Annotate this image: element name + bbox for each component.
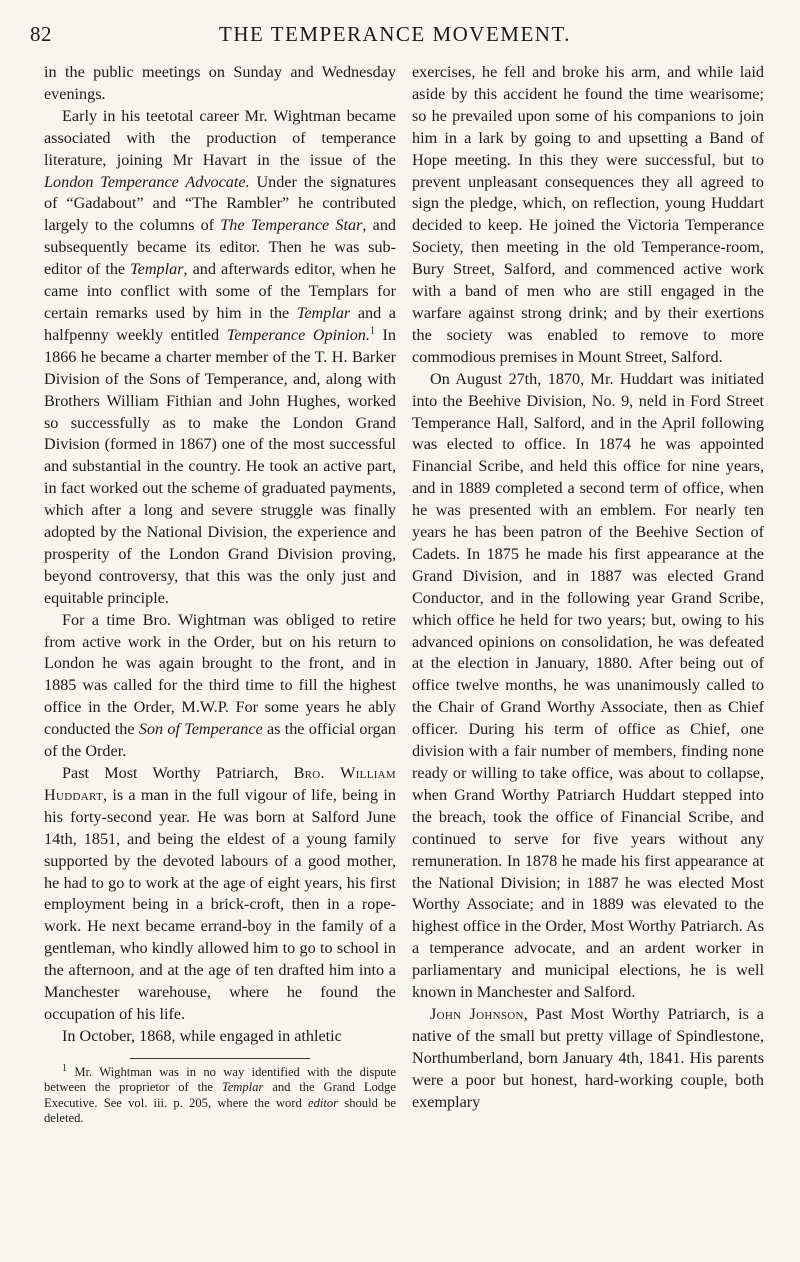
page-title: THE TEMPERANCE MOVEMENT.	[219, 22, 571, 46]
right-column	[412, 62, 764, 1114]
page-number: 82	[30, 22, 52, 46]
left-column	[44, 62, 396, 1127]
person-name: Bro. William Huddart	[44, 764, 396, 804]
paragraph: For a time Bro. Wightman was obliged to retire from active work in the Order, but on his return to London he was again brought to the front, and in 1885 was called for the third time to fill the highest office in the Order, M.W.P. For some years he ably conducted the Son of Temperance as the official organ of the Order.	[44, 610, 396, 761]
paragraph: John Johnson, Past Most Worthy Patriarch, is a native of the small but pretty village of Spindlestone, Northumberland, born January 4th, 1841. His parents were a poor but honest, hard-working couple, both exemplary	[412, 1004, 764, 1111]
paragraph: Early in his teetotal career Mr. Wightman became associated with the production of temperance literature, joining Mr Havart in the issue of the London Temperance Advocate. Under the signatures of “Gadabout” and “The Rambler” he contributed largely to the columns of The Temperance Star, and subsequently became its editor. Then he was sub-editor of the Templar, and afterwards editor, when he came into conflict with some of the Templars for certain remarks used by him in the Templar and a halfpenny weekly entitled Temperance Opinion.$^1$ In 1866 he became a charter member of the T. H. Barker Division of the Sons of Temperance, and, along with Brothers William Fithian and John Hughes, worked so successfully as to make the London Grand Division (formed in 1867) one of the most successful and substantial in the country. He took an active part, in fact worked out the scheme of graduated payments, which after a long and severe struggle was finally adopted by the National Division, the experience and prosperity of the London Grand Division proving, beyond controversy, that this was the only just and equitable principle.	[44, 106, 397, 607]
footnote: $^1$ Mr. Wightman was in no way identified with the dispute between the proprietor of the Templar and the Grand Lodge Executive. See vol. iii. p. 205, where the word editor should be deleted.	[44, 1062, 396, 1126]
footnote-divider	[130, 1058, 310, 1059]
paragraph: exercises, he fell and broke his arm, and while laid aside by this accident he found the time wearisome; so he prevailed upon some of his companions to join him in a lark by going to and upsetting a Band of Hope meeting. In this they were successful, but to prevent unpleasant consequences they all agreed to sign the pledge, which, on reflection, young Huddart decided to keep. He joined the Victoria Temperance Society, then meeting in the old Temperance-room, Bury Street, Salford, and commenced active work with a band of men who are still engaged in the warfare against strong drink; and by their exertions the society was enabled to remove to more commodious premises in Mount Street, Salford.	[412, 63, 764, 366]
paragraph: In October, 1868, while engaged in athletic	[62, 1026, 342, 1045]
person-name: John Johnson	[430, 1004, 524, 1023]
paragraph: in the public meetings on Sunday and Wednesday evenings.	[44, 63, 396, 103]
footnote-reference: 1	[369, 325, 375, 337]
paragraph: Past Most Worthy Patriarch, Bro. William Huddart, is a man in the full vigour of life, being in his forty-second year. He was born at Salford June 14th, 1851, and being the eldest of a young family supported by the devoted labours of a good mother, he had to go to work at the age of eight years, his first employment being in a brick-croft, then in a rope-work. He next became errand-boy in the family of a gentleman, who kindly allowed him to go to school in the afternoon, and at the age of ten drafted him into a Manchester warehouse, where he found the occupation of his life.	[44, 764, 396, 1023]
paragraph: On August 27th, 1870, Mr. Huddart was initiated into the Beehive Division, No. 9, neld in Ford Street Temperance Hall, Salford, and in the April following was elected to office. In 1874 he was appointed Financial Scribe, and held this office for nine years, and in 1889 completed a second term of office, when he was presented with an emblem. For nearly ten years he has been patron of the Beehive Section of Cadets. In 1875 he made his first appearance at the Grand Division, and in 1887 was elected Grand Conductor, and in the following year Grand Scribe, which office he held for two years; but, owing to his advanced opinions on consolidation, he was defeated at the election in January, 1880. After being out of office twelve months, he was unanimously called to the Chair of Grand Worthy Associate, then as Chief officer. During his term of office as Chief, one division with a fair number of members, finding none ready or willing to take office, was about to collapse, when Grand Worthy Patriarch Huddart stepped into the breach, took the office of Financial Scribe, and continued to serve for five years without any remuneration. In 1878 he made his first appearance at the National Division; in 1887 he was elected Most Worthy Associate; and in 1889 was elevated to the highest office in the Order, Most Worthy Patriarch. As a temperance advocate, and an ardent worker in parliamentary and municipal elections, he is well known in Manchester and Salford.	[412, 369, 764, 1002]
running-head	[30, 22, 760, 52]
